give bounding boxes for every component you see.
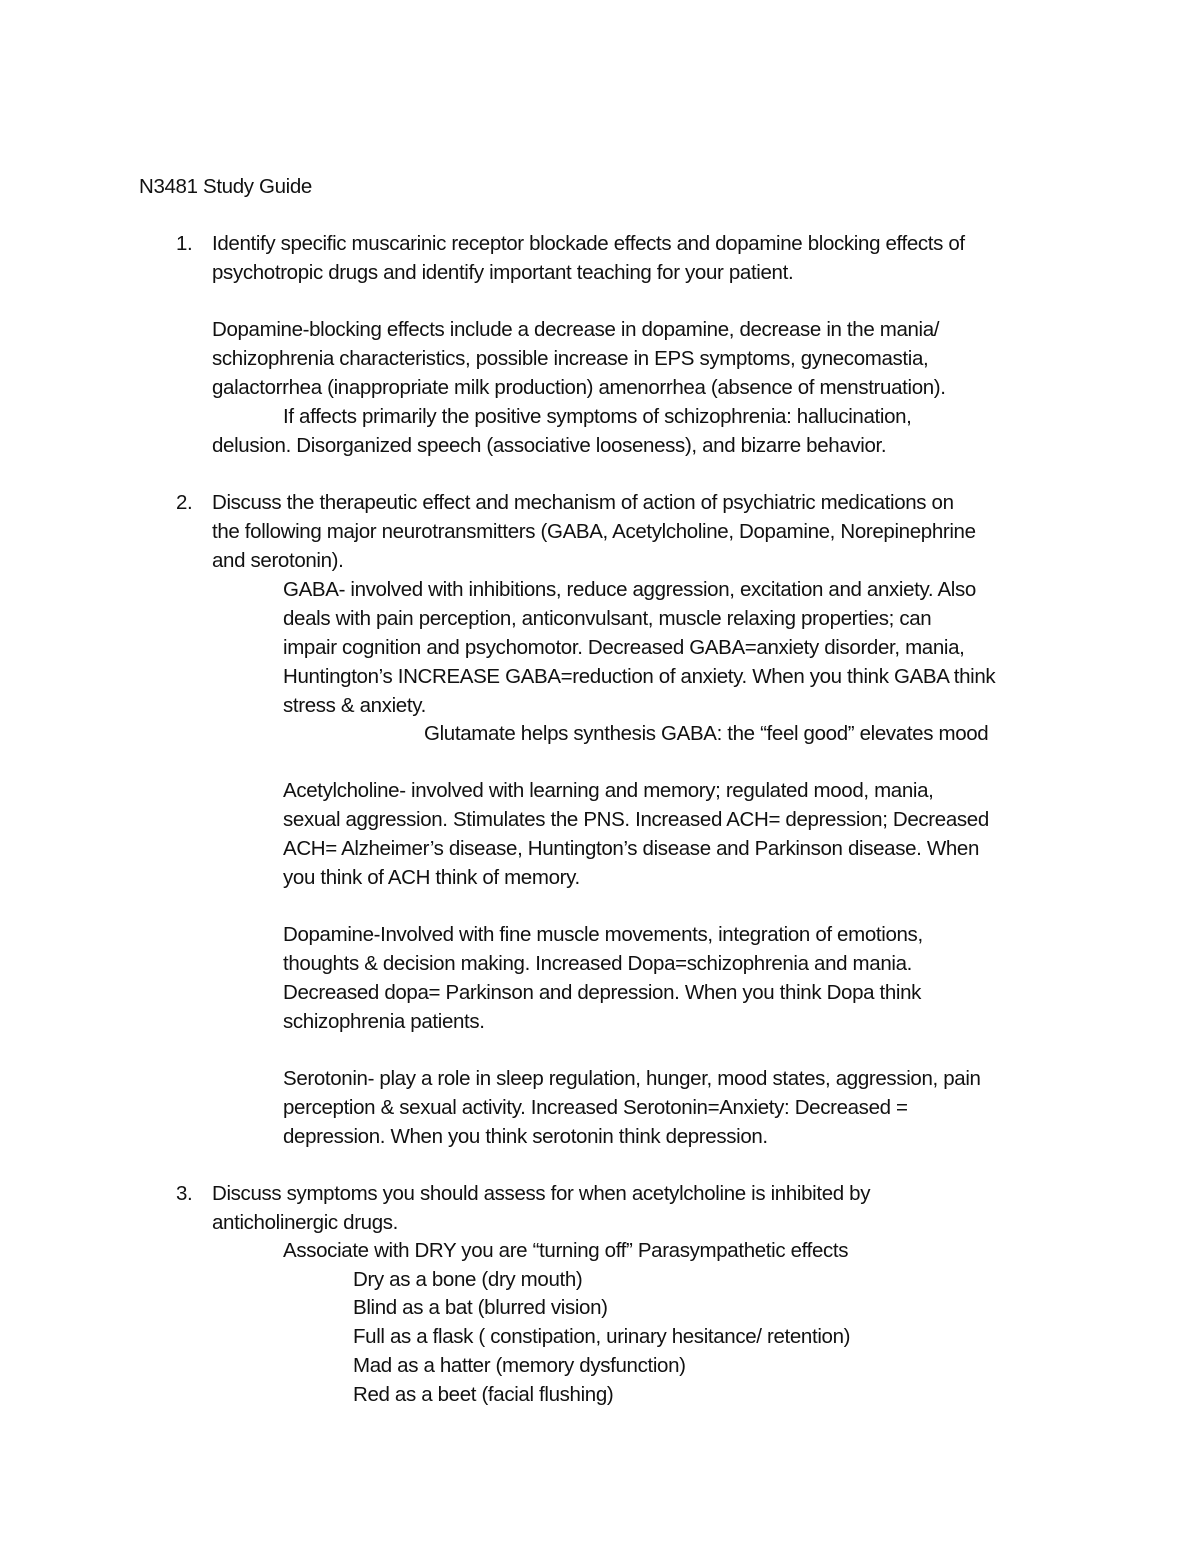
question-2-number: 2. [176,491,193,514]
gaba-line-3: impair cognition and psychomotor. Decreased GABA=anxiety disorder, mania, [283,636,965,659]
dopamine-line-3: Decreased dopa= Parkinson and depression. When you think Dopa think [283,981,922,1004]
serotonin-line-3: depression. When you think serotonin think depression. [283,1125,768,1148]
mnemonic-dry-mouth: Dry as a bone (dry mouth) [353,1268,583,1291]
gaba-line-2: deals with pain perception, anticonvulsant, muscle relaxing properties; can [283,607,932,630]
gaba-line-5: stress & anxiety. [283,694,426,717]
question-3-number: 3. [176,1182,193,1205]
gaba-line-4: Huntington’s INCREASE GABA=reduction of anxiety. When you think GABA think [283,665,996,688]
question-1-line-1: Identify specific muscarinic receptor blockade effects and dopamine blocking effects of [212,232,965,255]
mnemonic-constipation: Full as a flask ( constipation, urinary hesitance/ retention) [353,1325,851,1348]
glutamate-note: Glutamate helps synthesis GABA: the “feel good” elevates mood [424,722,989,745]
answer-1-line-4: If affects primarily the positive symptoms of schizophrenia: hallucination, [283,405,912,428]
dopamine-line-1: Dopamine-Involved with fine muscle movements, integration of emotions, [283,923,923,946]
mnemonic-memory-dysfunction: Mad as a hatter (memory dysfunction) [353,1354,686,1377]
answer-1-line-5: delusion. Disorganized speech (associative looseness), and bizarre behavior. [212,434,887,457]
acetylcholine-line-2: sexual aggression. Stimulates the PNS. Increased ACH= depression; Decreased [283,808,989,831]
answer-1-line-1: Dopamine-blocking effects include a decrease in dopamine, decrease in the mania/ [212,318,940,341]
acetylcholine-line-3: ACH= Alzheimer’s disease, Huntington’s disease and Parkinson disease. When [283,837,979,860]
answer-1-line-2: schizophrenia characteristics, possible increase in EPS symptoms, gynecomastia, [212,347,929,370]
gaba-line-1: GABA- involved with inhibitions, reduce aggression, excitation and anxiety. Also [283,578,976,601]
question-1-number: 1. [176,232,193,255]
serotonin-line-1: Serotonin- play a role in sleep regulation, hunger, mood states, aggression, pain [283,1067,981,1090]
answer-1-line-3: galactorrhea (inappropriate milk production) amenorrhea (absence of menstruation). [212,376,946,399]
acetylcholine-line-4: you think of ACH think of memory. [283,866,580,889]
question-2-line-2: the following major neurotransmitters (GABA, Acetylcholine, Dopamine, Norepinephrine [212,520,976,543]
question-3-line-2: anticholinergic drugs. [212,1211,399,1234]
question-2-line-3: and serotonin). [212,549,344,572]
question-1-line-2: psychotropic drugs and identify important teaching for your patient. [212,261,794,284]
dopamine-line-4: schizophrenia patients. [283,1010,485,1033]
acetylcholine-line-1: Acetylcholine- involved with learning and memory; regulated mood, mania, [283,779,934,802]
question-3-line-1: Discuss symptoms you should assess for when acetylcholine is inhibited by [212,1182,871,1205]
association-line: Associate with DRY you are “turning off” Parasympathetic effects [283,1239,849,1262]
dopamine-line-2: thoughts & decision making. Increased Dopa=schizophrenia and mania. [283,952,912,975]
page-title: N3481 Study Guide [139,175,312,198]
mnemonic-blurred-vision: Blind as a bat (blurred vision) [353,1296,608,1319]
serotonin-line-2: perception & sexual activity. Increased Serotonin=Anxiety: Decreased = [283,1096,908,1119]
question-2-line-1: Discuss the therapeutic effect and mechanism of action of psychiatric medications on [212,491,954,514]
mnemonic-facial-flushing: Red as a beet (facial flushing) [353,1383,614,1406]
